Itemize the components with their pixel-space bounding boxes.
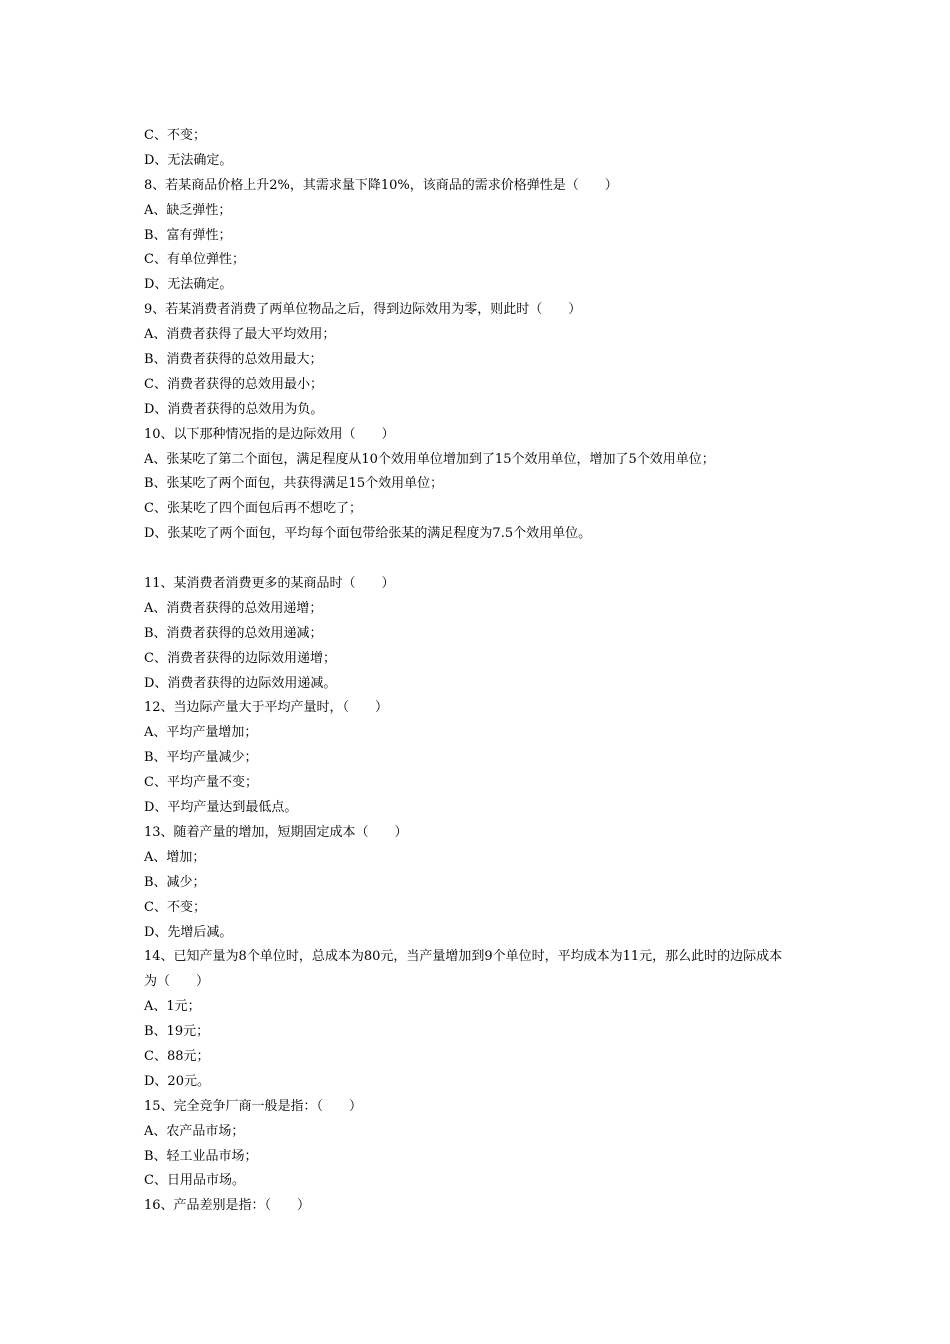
question-11: 11、某消费者消费更多的某商品时（ ） [144,576,395,592]
option-d: D、张某吃了两个面包，平均每个面包带给张某的满足程度为7.5个效用单位。 [144,526,592,542]
option-c: C、88元； [144,1048,210,1064]
option-c: C、日用品市场。 [144,1173,245,1189]
option-b: B、19元； [144,1024,210,1040]
text-line: C、不变； [144,128,206,143]
option-a: A、增加； [144,849,206,865]
option-a: A、张某吃了第二个面包，满足程度从10个效用单位增加到了15个效用单位，增加了5个效用单位； [144,451,715,467]
question-14-continued: 为（ ） [144,974,210,990]
option-d: D、无法确定。 [144,277,233,293]
option-b: B、富有弹性； [144,227,232,243]
option-b: B、减少； [144,874,206,890]
option-a: A、1元； [144,999,201,1015]
blank-line [144,547,814,572]
option-c: C、张某吃了四个面包后再不想吃了； [144,501,362,517]
question-9: 9、若某消费者消费了两单位物品之后，得到边际效用为零，则此时（ ） [144,302,582,318]
document-page [144,124,814,1219]
option-a: A、消费者获得了最大平均效用； [144,327,336,343]
option-b: B、平均产量减少； [144,750,258,766]
option-a: A、缺乏弹性； [144,202,232,218]
option-d: D、先增后减。 [144,924,233,940]
option-c: C、消费者获得的边际效用递增； [144,650,336,666]
option-d: D、平均产量达到最低点。 [144,800,298,816]
option-c: C、平均产量不变； [144,775,258,791]
option-b: B、消费者获得的总效用最大； [144,352,323,368]
option-d: D、消费者获得的总效用为负。 [144,401,324,417]
option-c: C、不变； [144,899,206,915]
option-b: B、张某吃了两个面包，共获得满足15个效用单位； [144,476,444,492]
option-b: B、轻工业品市场； [144,1148,258,1164]
question-13: 13、随着产量的增加，短期固定成本（ ） [144,824,408,840]
option-d: D、消费者获得的边际效用递减。 [144,675,337,691]
option-c: C、有单位弹性； [144,252,245,268]
question-12: 12、当边际产量大于平均产量时，（ ） [144,700,389,716]
text-line: D、无法确定。 [144,152,233,168]
option-a: A、平均产量增加； [144,725,258,741]
option-a: A、农产品市场； [144,1123,245,1139]
question-15: 15、完全竞争厂商一般是指：（ ） [144,1098,363,1114]
option-d: D、20元。 [144,1073,210,1089]
question-14: 14、已知产量为8个单位时，总成本为80元，当产量增加到9个单位时，平均成本为11元，那么此时的边际成本 [144,949,783,965]
option-c: C、消费者获得的总效用最小； [144,376,323,392]
option-a: A、消费者获得的总效用递增； [144,600,323,616]
question-16: 16、产品差别是指：（ ） [144,1198,311,1214]
option-b: B、消费者获得的总效用递减； [144,625,323,641]
question-8: 8、若某商品价格上升2%，其需求量下降10%，该商品的需求价格弹性是（ ） [144,177,618,193]
question-10: 10、以下那种情况指的是边际效用（ ） [144,426,395,442]
